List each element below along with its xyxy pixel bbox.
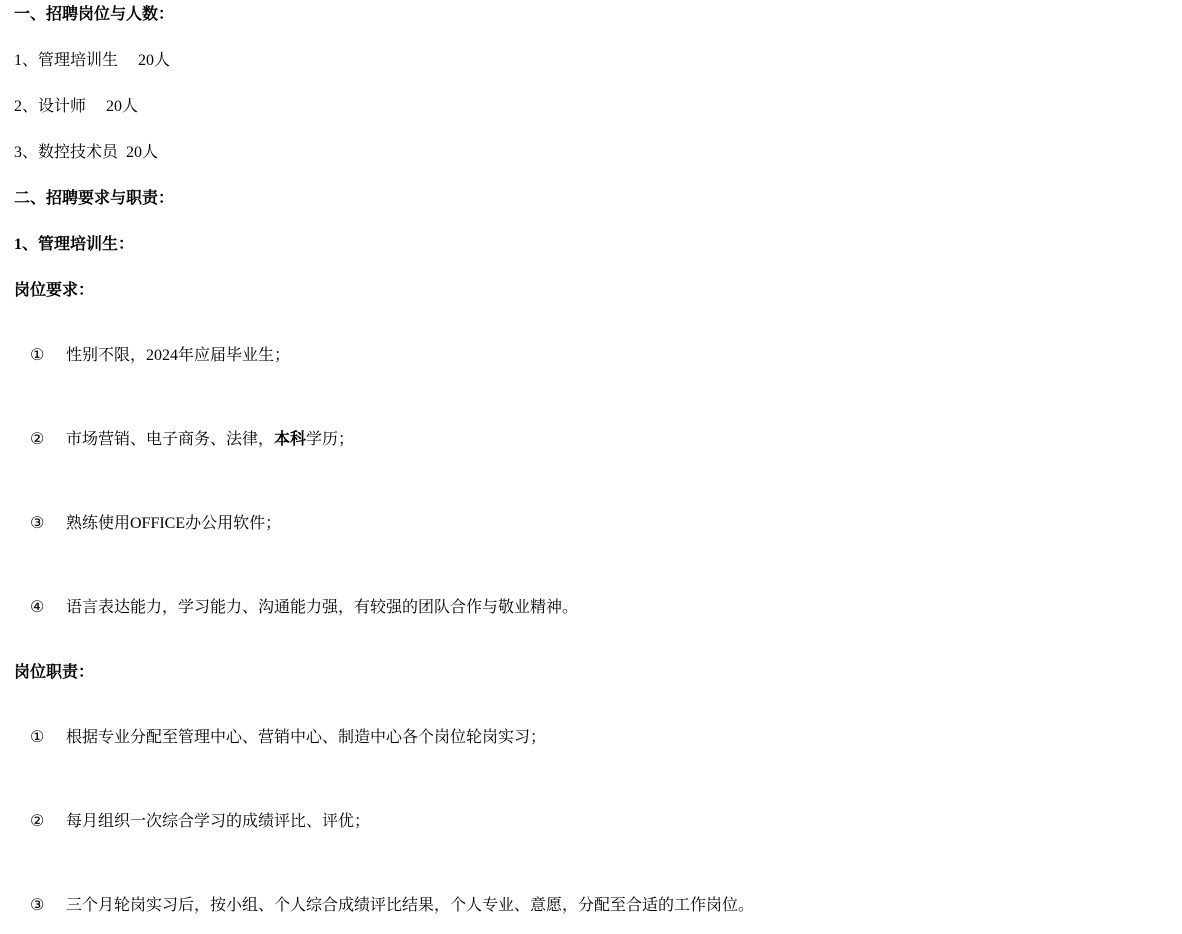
circled-number-3-icon: ③ [30,515,45,532]
circled-number-1-icon: ① [30,347,45,364]
requirement-text-3: 熟练使用OFFICE办公用软件； [66,515,282,532]
position-line-cnc-technician: 3、数控技术员 20人 [14,144,159,161]
duty-item-3 [14,877,1162,934]
duties-heading: 岗位职责： [14,664,95,681]
requirement-item-4 [14,579,1162,636]
duty-item-2 [14,793,1162,850]
requirement-text-1: 性别不限，2024年应届毕业生； [66,347,291,364]
section2-heading: 二、招聘要求与职责： [14,190,175,207]
duty-text-3: 三个月轮岗实习后，按小组、个人综合成绩评比结果，个人专业、意愿，分配至合适的工作岗位。 [66,897,755,914]
duty-text-1: 根据专业分配至管理中心、营销中心、制造中心各个岗位轮岗实习； [66,729,547,746]
circled-number-2-icon: ② [30,813,45,830]
requirement-item-1 [14,327,1162,384]
circled-number-2-icon: ② [30,431,45,448]
requirement-item-3 [14,495,1162,552]
requirement-text-2-bold: 本科 [274,431,307,448]
requirement-text-2-prefix: 市场营销、电子商务、法律， [66,431,275,448]
circled-number-3-icon: ③ [30,897,45,914]
requirement-text-2-suffix: 学历； [306,431,355,448]
position-line-trainee: 1、管理培训生 20人 [14,52,171,69]
job1-title: 1、管理培训生： [14,236,135,253]
requirement-text-4: 语言表达能力，学习能力、沟通能力强，有较强的团队合作与敬业精神。 [66,599,579,616]
duty-text-2: 每月组织一次综合学习的成绩评比、评优； [66,813,371,830]
circled-number-1-icon: ① [30,729,45,746]
duty-item-1 [14,709,1162,766]
section1-heading: 一、招聘岗位与人数： [14,6,175,23]
requirements-heading: 岗位要求： [14,282,95,299]
requirement-item-2 [14,411,1162,468]
position-line-designer: 2、设计师 20人 [14,98,139,115]
circled-number-4-icon: ④ [30,599,45,616]
